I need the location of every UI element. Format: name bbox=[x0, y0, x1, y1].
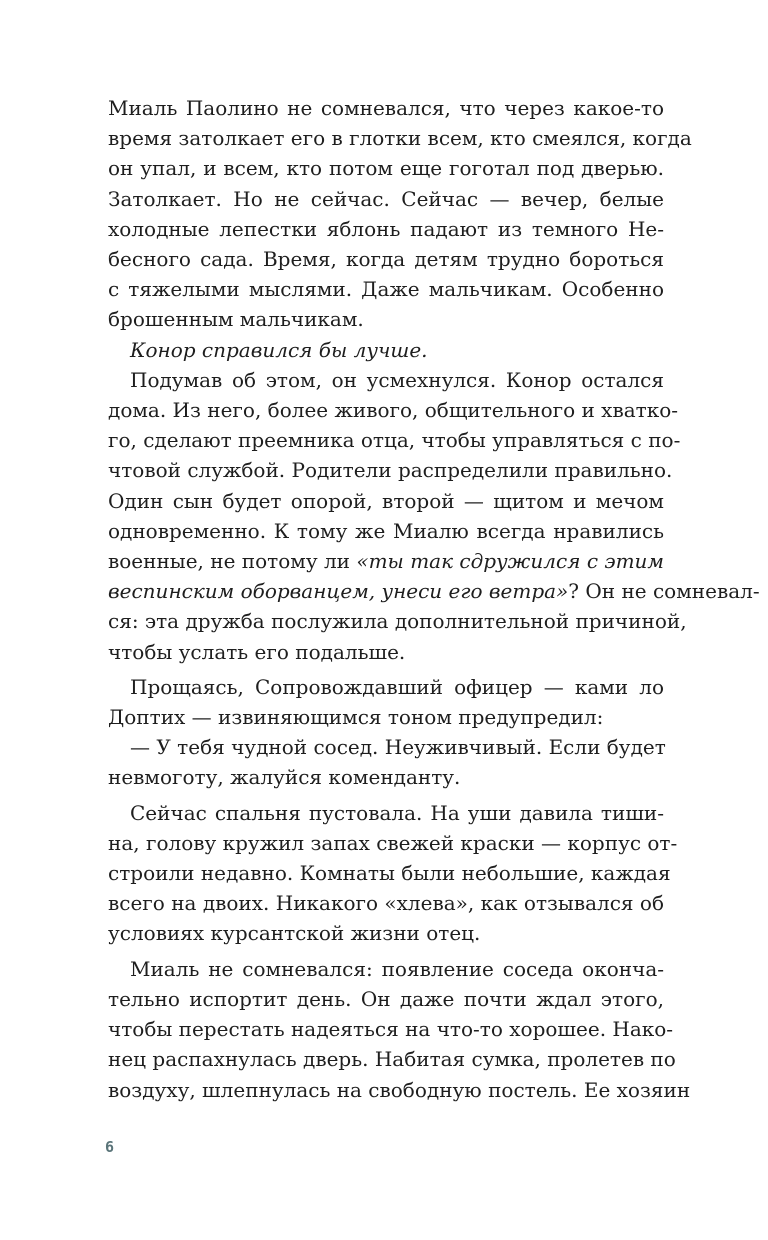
text-line: Доптих — извиняющимся тоном предупредил: bbox=[108, 705, 604, 730]
text-line: он упал, и всем, кто потом еще гоготал под дверью. bbox=[108, 156, 664, 181]
text-line: строили недавно. Комнаты были небольшие, каждая bbox=[108, 861, 671, 886]
text-line: условиях курсантской жизни отец. bbox=[108, 921, 481, 946]
italic-fragment: веспинским оборванцем, унеси его ветра» bbox=[108, 579, 569, 604]
text-line bbox=[108, 576, 760, 606]
text-line: дома. Из него, более живого, общительного и хватко- bbox=[108, 398, 678, 423]
text-line: холодные лепестки яблонь падают из темного Не- bbox=[108, 216, 664, 241]
text-line: Сейчас спальня пустовала. На уши давила тиши- bbox=[130, 800, 664, 825]
text-line: Миаль Паолино не сомневался, что через какое-то bbox=[108, 96, 664, 120]
body-text bbox=[108, 93, 760, 1105]
text-line: воздуху, шлепнулась на свободную постель. Ее хозяин bbox=[108, 1077, 691, 1102]
text-line: бесного сада. Время, когда детям трудно бороться bbox=[108, 247, 664, 272]
text-line: невмоготу, жалуйся коменданту. bbox=[108, 765, 461, 790]
text-line: тельно испортит день. Он даже почти ждал этого, bbox=[108, 986, 664, 1011]
text-line: с тяжелыми мыслями. Даже мальчикам. Особенно bbox=[108, 277, 664, 302]
text-line: — У тебя чудной сосед. Неуживчивый. Если будет bbox=[130, 735, 666, 760]
text-line: чтобы услать его подальше. bbox=[108, 639, 406, 664]
text-line: чтовой службой. Родители распределили правильно. bbox=[108, 458, 673, 483]
text-line: Один сын будет опорой, второй — щитом и мечом bbox=[108, 488, 664, 513]
text-line: всего на двоих. Никакого «хлева», как отзывался об bbox=[108, 891, 664, 916]
text-line: время затолкает его в глотки всем, кто смеялся, когда bbox=[108, 126, 692, 151]
text-line: ся: эта дружба послужила дополнительной причиной, bbox=[108, 609, 687, 634]
text-line: одновременно. К тому же Миалю всегда нравились bbox=[108, 518, 664, 543]
text-line bbox=[108, 546, 664, 576]
italic-fragment: «ты так сдружился с этим bbox=[356, 549, 664, 574]
text-line: Затолкает. Но не сейчас. Сейчас — вечер, белые bbox=[108, 186, 664, 211]
text-line: чтобы перестать надеяться на что-то хорошее. Нако- bbox=[108, 1017, 674, 1042]
text-line: го, сделают преемника отца, чтобы управляться с по- bbox=[108, 428, 681, 453]
text-line: Конор справился бы лучше. bbox=[130, 337, 428, 362]
text-line: на, голову кружил запах свежей краски — корпус от- bbox=[108, 830, 678, 855]
text-fragment: военные, не потому ли bbox=[108, 549, 357, 574]
text-line: Прощаясь, Сопровождавший офицер — ками ло bbox=[130, 674, 664, 699]
text-fragment: ? Он не сомневал- bbox=[568, 579, 760, 604]
page-number: 6 bbox=[105, 1138, 115, 1156]
text-line: брошенным мальчикам. bbox=[108, 307, 364, 332]
text-line: нец распахнулась дверь. Набитая сумка, пролетев по bbox=[108, 1047, 676, 1072]
text-line: Миаль не сомневался: появление соседа оконча- bbox=[130, 956, 664, 981]
text-line: Подумав об этом, он усмехнулся. Конор остался bbox=[130, 367, 664, 392]
